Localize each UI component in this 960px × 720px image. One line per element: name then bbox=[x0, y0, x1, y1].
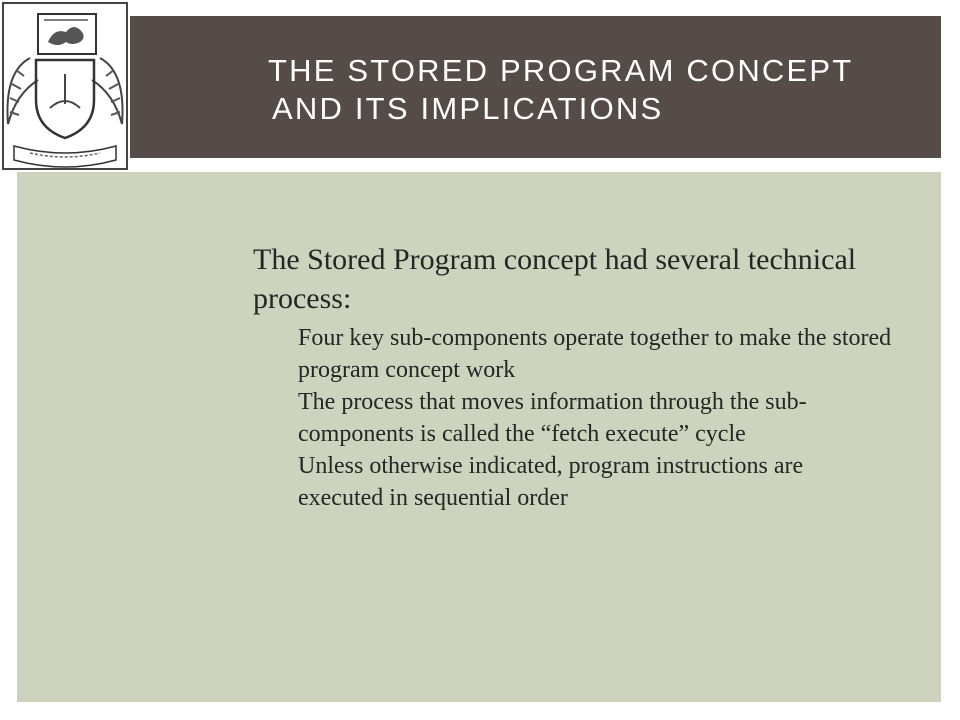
sub-item: Four key sub-components operate together to make the stored program concept work bbox=[298, 325, 892, 383]
sub-item: Unless otherwise indicated, program instructions are executed in sequential order bbox=[298, 453, 804, 511]
slide-title-line-1: THE STORED PROGRAM CONCEPT bbox=[268, 53, 854, 88]
title-bar bbox=[130, 16, 941, 158]
slide-body bbox=[253, 240, 893, 514]
sub-item: The process that moves information through the sub-components is called the “fetch execute” cycle bbox=[298, 389, 807, 447]
crest-emblem-icon bbox=[0, 0, 130, 172]
college-crest-logo bbox=[0, 0, 130, 172]
slide-title-line-2: AND ITS IMPLICATIONS bbox=[272, 91, 664, 126]
lead-paragraph: The Stored Program concept had several technical process: bbox=[253, 243, 857, 315]
